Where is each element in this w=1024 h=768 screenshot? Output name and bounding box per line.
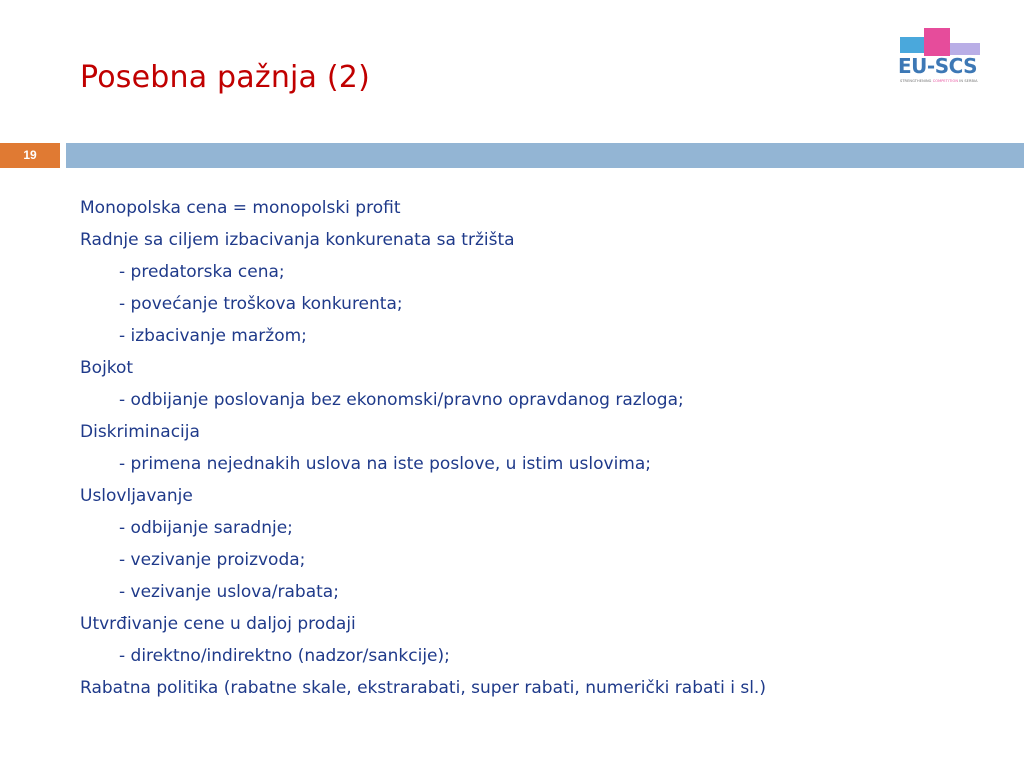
line-refusal-to-deal: - odbijanje poslovanja bez ekonomski/pravno opravdanog razloga;	[119, 390, 684, 410]
line-margin-squeeze: - izbacivanje maržom;	[119, 326, 307, 346]
logo-tagline-post: IN SERBIA	[958, 79, 978, 83]
line-exclusion-actions: Radnje sa ciljem izbacivanja konkurenata sa tržišta	[80, 230, 515, 250]
logo-tagline-pre: STRENGTHENING	[900, 79, 933, 83]
line-raising-costs: - povećanje troškova konkurenta;	[119, 294, 403, 314]
eu-scs-logo	[896, 28, 986, 86]
line-discrimination: Diskriminacija	[80, 422, 200, 442]
line-conditioning: Uslovljavanje	[80, 486, 193, 506]
line-unequal-conditions: - primena nejednakih uslova na iste poslove, u istim uslovima;	[119, 454, 651, 474]
slide-content	[80, 192, 984, 704]
line-monopoly-price: Monopolska cena = monopolski profit	[80, 198, 401, 218]
line-rebate-policy: Rabatna politika (rabatne skale, ekstrarabati, super rabati, numerički rabati i sl.)	[80, 678, 766, 698]
slide-title: Posebna pažnja (2)	[80, 60, 370, 95]
line-resale-price: Utvrđivanje cene u daljoj prodaji	[80, 614, 356, 634]
line-direct-indirect: - direktno/indirektno (nadzor/sankcije);	[119, 646, 450, 666]
line-tying-products: - vezivanje proizvoda;	[119, 550, 306, 570]
slide-number: 19	[0, 143, 60, 168]
logo-tagline-highlight: COMPETITION	[932, 79, 959, 83]
header-bar	[66, 143, 1024, 168]
line-predatory-price: - predatorska cena;	[119, 262, 285, 282]
logo-tagline	[900, 79, 978, 83]
logo-text: EU-SCS	[898, 54, 978, 78]
line-tying-conditions: - vezivanje uslova/rabata;	[119, 582, 339, 602]
line-refusal-cooperation: - odbijanje saradnje;	[119, 518, 293, 538]
logo-pink-block	[924, 28, 950, 56]
line-boycott: Bojkot	[80, 358, 134, 378]
